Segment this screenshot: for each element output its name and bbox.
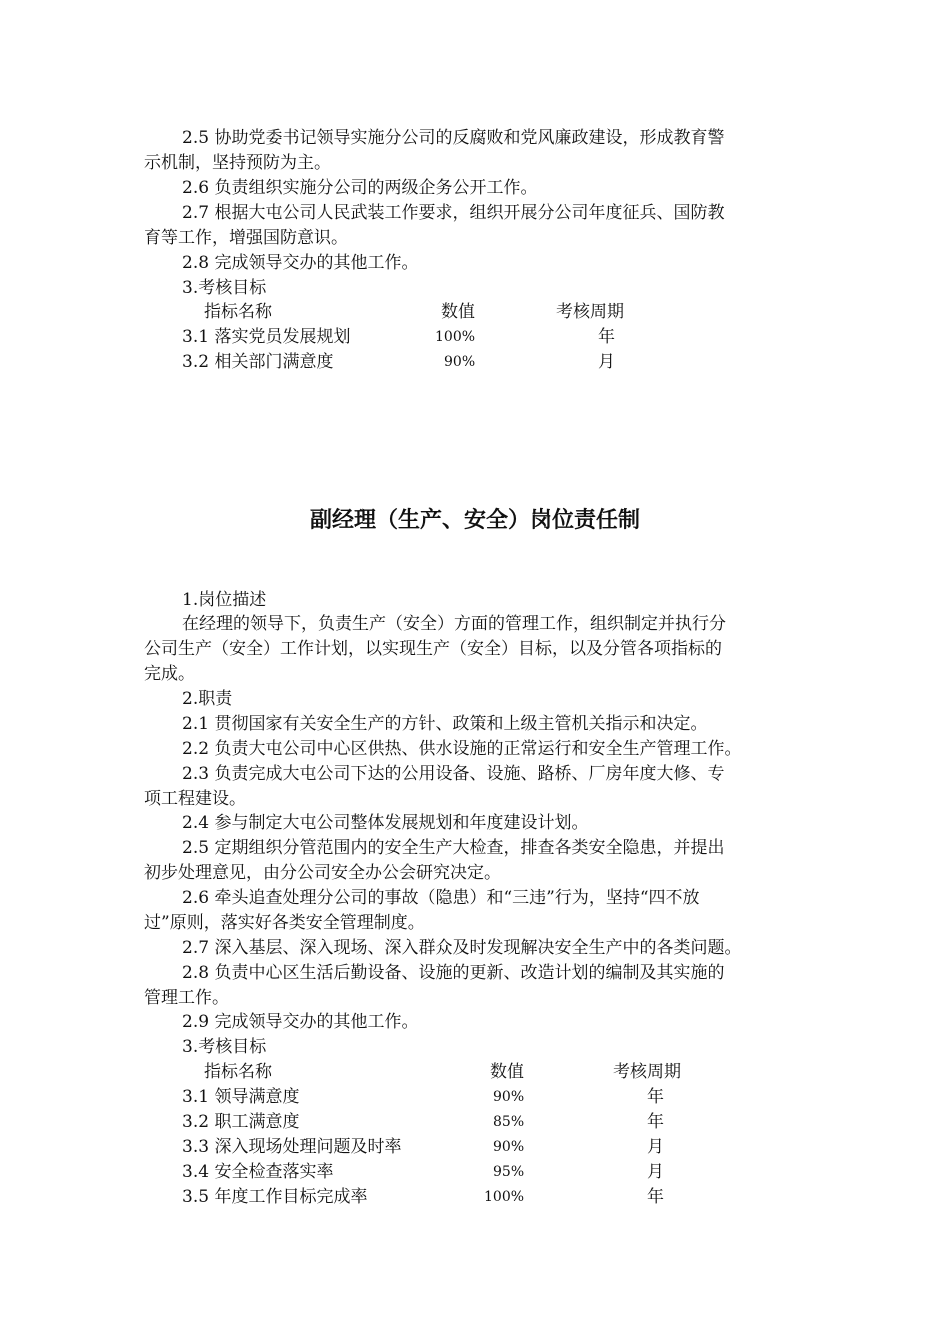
- indicator-period: 年: [647, 1187, 664, 1207]
- column-header-value: 数值: [441, 302, 475, 322]
- indicator-name: 3.5 年度工作目标完成率: [182, 1187, 368, 1207]
- paragraph-line: 过”原则，落实好各类安全管理制度。: [144, 913, 425, 933]
- indicator-name: 3.1 领导满意度: [182, 1087, 300, 1107]
- paragraph-line: 初步处理意见，由分公司安全办公会研究决定。: [144, 863, 501, 883]
- indicator-period: 月: [647, 1162, 664, 1182]
- indicator-period: 月: [647, 1137, 664, 1157]
- paragraph-line: 2.4 参与制定大屯公司整体发展规划和年度建设计划。: [182, 813, 589, 833]
- indicator-value: 90%: [444, 354, 476, 370]
- indicator-name: 3.2 相关部门满意度: [182, 352, 334, 372]
- paragraph-line: 在经理的领导下，负责生产（安全）方面的管理工作，组织制定并执行分: [182, 614, 726, 634]
- column-header-period: 考核周期: [613, 1062, 681, 1082]
- paragraph-line: 2.5 定期组织分管范围内的安全生产大检查，排查各类安全隐患，并提出: [182, 838, 725, 858]
- section-heading: 1.岗位描述: [182, 590, 267, 610]
- document-title: 副经理（生产、安全）岗位责任制: [309, 508, 640, 533]
- indicator-value: 95%: [493, 1164, 525, 1180]
- paragraph-line: 管理工作。: [144, 988, 229, 1008]
- column-header-value: 数值: [490, 1062, 524, 1082]
- indicator-name: 3.2 职工满意度: [182, 1112, 300, 1132]
- indicator-period: 年: [647, 1087, 664, 1107]
- paragraph-line: 2.9 完成领导交办的其他工作。: [182, 1012, 419, 1032]
- indicator-value: 100%: [435, 329, 476, 345]
- paragraph-line: 2.8 完成领导交办的其他工作。: [182, 253, 419, 273]
- paragraph-line: 育等工作，增强国防意识。: [144, 228, 348, 248]
- indicator-value: 90%: [493, 1139, 525, 1155]
- indicator-period: 月: [598, 352, 615, 372]
- indicator-period: 年: [598, 327, 615, 347]
- paragraph-line: 2.2 负责大屯公司中心区供热、供水设施的正常运行和安全生产管理工作。: [182, 739, 742, 759]
- indicator-name: 3.1 落实党员发展规划: [182, 327, 351, 347]
- paragraph-line: 2.3 负责完成大屯公司下达的公用设备、设施、路桥、厂房年度大修、专: [182, 764, 725, 784]
- indicator-name: 3.3 深入现场处理问题及时率: [182, 1137, 402, 1157]
- indicator-period: 年: [647, 1112, 664, 1132]
- section-heading: 2.职责: [182, 689, 233, 709]
- column-header-name: 指标名称: [204, 1062, 272, 1082]
- section-heading: 3.考核目标: [182, 1037, 267, 1057]
- paragraph-line: 2.6 牵头追查处理分公司的事故（隐患）和“三违”行为，坚持“四不放: [182, 888, 700, 908]
- paragraph-line: 示机制，坚持预防为主。: [144, 153, 331, 173]
- indicator-value: 100%: [484, 1189, 525, 1205]
- paragraph-line: 公司生产（安全）工作计划，以实现生产（安全）目标，以及分管各项指标的: [144, 639, 722, 659]
- paragraph-line: 2.8 负责中心区生活后勤设备、设施的更新、改造计划的编制及其实施的: [182, 963, 725, 983]
- column-header-name: 指标名称: [204, 302, 272, 322]
- paragraph-line: 2.6 负责组织实施分公司的两级企务公开工作。: [182, 178, 538, 198]
- section-heading: 3.考核目标: [182, 278, 267, 298]
- paragraph-line: 2.7 根据大屯公司人民武装工作要求，组织开展分公司年度征兵、国防教: [182, 203, 725, 223]
- paragraph-line: 2.7 深入基层、深入现场、深入群众及时发现解决安全生产中的各类问题。: [182, 938, 742, 958]
- indicator-name: 3.4 安全检查落实率: [182, 1162, 334, 1182]
- paragraph-line: 完成。: [144, 664, 195, 684]
- paragraph-line: 2.1 贯彻国家有关安全生产的方针、政策和上级主管机关指示和决定。: [182, 714, 708, 734]
- paragraph-line: 项工程建设。: [144, 789, 246, 809]
- indicator-value: 90%: [493, 1089, 525, 1105]
- indicator-value: 85%: [493, 1114, 525, 1130]
- paragraph-line: 2.5 协助党委书记领导实施分公司的反腐败和党风廉政建设，形成教育警: [182, 128, 725, 148]
- column-header-period: 考核周期: [556, 302, 624, 322]
